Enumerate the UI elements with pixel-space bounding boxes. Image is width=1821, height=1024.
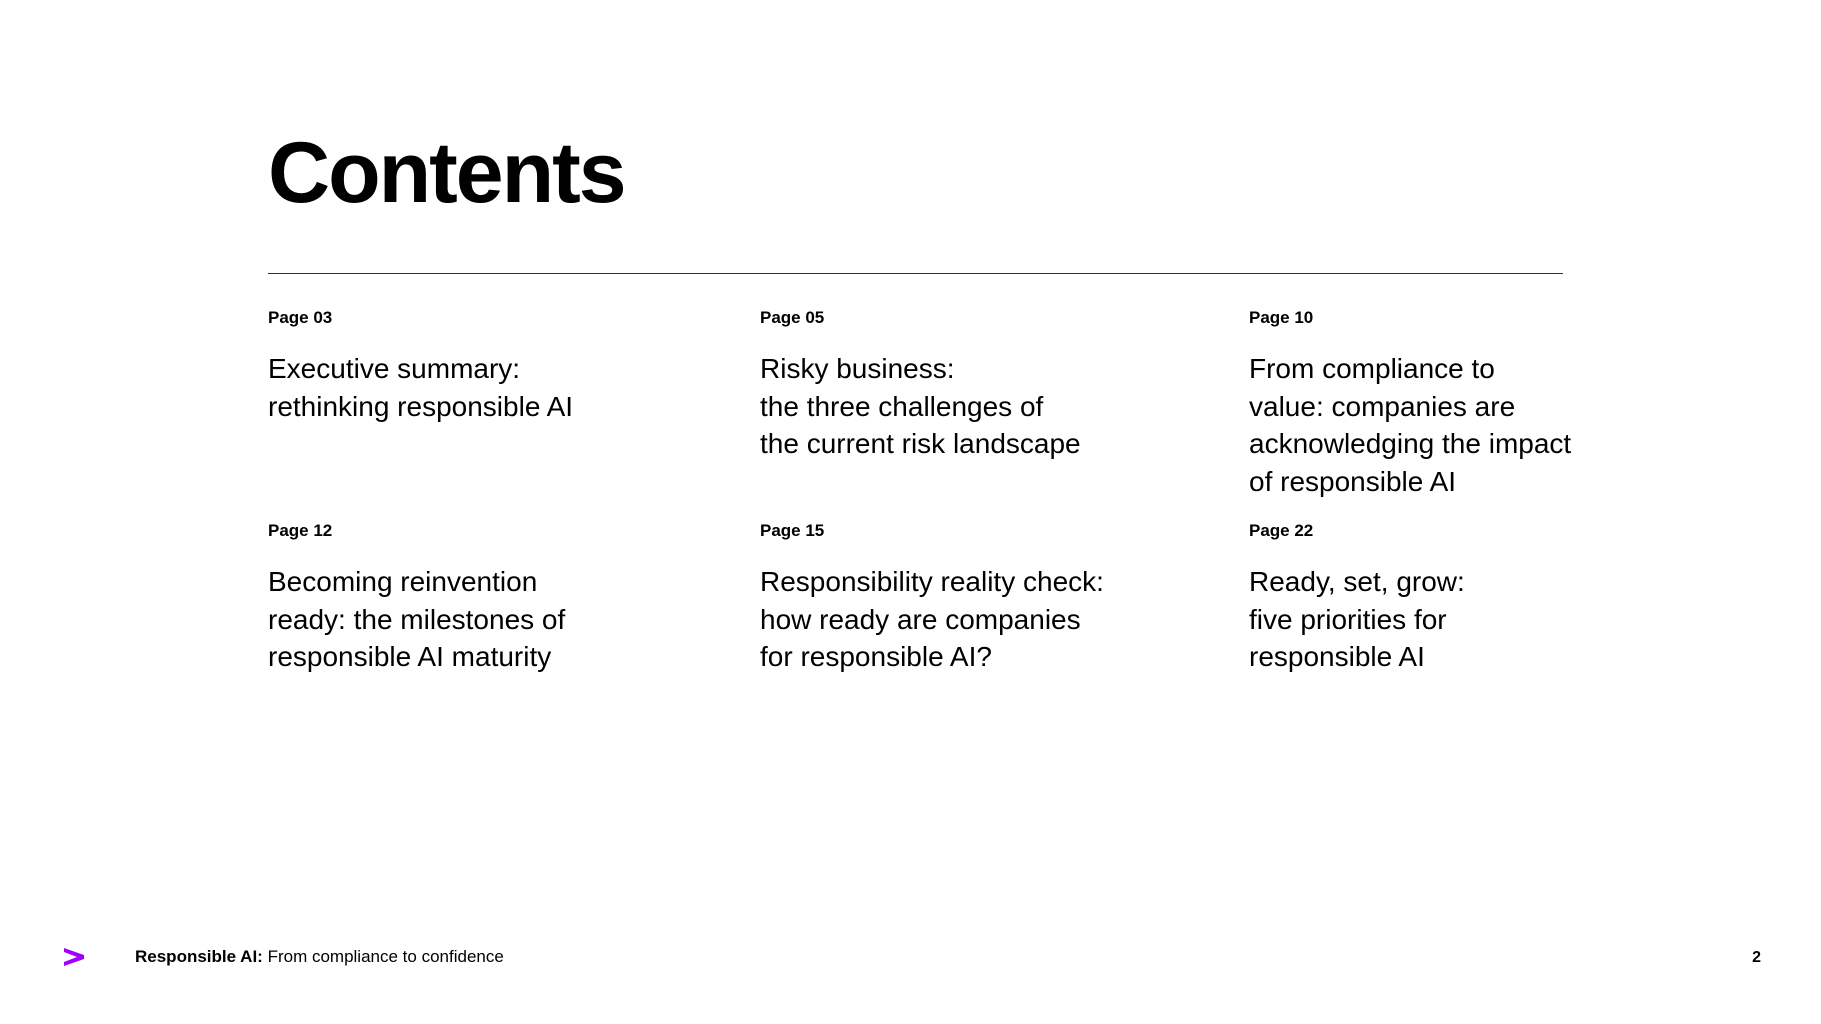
toc-heading-line: acknowledging the impact bbox=[1249, 428, 1572, 459]
toc-heading bbox=[1249, 563, 1649, 676]
toc-heading-line: the three challenges of bbox=[760, 390, 1044, 422]
toc-entry-page-15[interactable] bbox=[760, 521, 1160, 676]
toc-page-number: Page 03 bbox=[268, 308, 333, 327]
toc-page-number: Page 10 bbox=[1249, 308, 1314, 327]
toc-entry-page-10[interactable] bbox=[1249, 308, 1649, 500]
toc-entry-page-03[interactable] bbox=[268, 308, 668, 425]
greater-than-chevron-icon bbox=[62, 945, 86, 969]
footer-title-rest: From compliance to confidence bbox=[267, 947, 504, 966]
toc-heading-line: value: companies are bbox=[1249, 390, 1516, 422]
toc-heading-line: how ready are companies bbox=[760, 603, 1081, 635]
toc-heading bbox=[268, 563, 668, 676]
toc-heading-line: of responsible AI bbox=[1249, 465, 1457, 497]
toc-page-number: Page 22 bbox=[1249, 521, 1314, 540]
toc-heading-line: five priorities for bbox=[1249, 603, 1447, 635]
divider-line bbox=[268, 273, 1563, 274]
footer-report-title bbox=[135, 947, 504, 967]
page-title: Contents bbox=[268, 125, 625, 221]
toc-heading-line: From compliance to bbox=[1249, 353, 1495, 384]
toc-page-number: Page 12 bbox=[268, 521, 333, 540]
toc-heading-line: Becoming reinvention bbox=[268, 566, 538, 597]
toc-heading-line: responsible AI bbox=[1249, 641, 1425, 672]
toc-heading-line: Executive summary: bbox=[268, 353, 521, 384]
toc-entry-page-05[interactable] bbox=[760, 308, 1160, 463]
toc-heading bbox=[1249, 350, 1649, 500]
toc-heading bbox=[268, 350, 668, 425]
toc-heading-line: Risky business: bbox=[760, 353, 955, 384]
toc-heading-line: ready: the milestones of bbox=[268, 603, 566, 635]
toc-heading-line: Ready, set, grow: bbox=[1249, 566, 1465, 597]
toc-heading-line: Responsibility reality check: bbox=[760, 566, 1104, 597]
toc-page-number: Page 15 bbox=[760, 521, 825, 540]
footer-title-bold: Responsible AI: bbox=[135, 947, 263, 966]
toc-heading-line: the current risk landscape bbox=[760, 428, 1081, 459]
toc-heading bbox=[760, 563, 1160, 676]
toc-heading-line: responsible AI maturity bbox=[268, 641, 552, 672]
page-number: 2 bbox=[1752, 949, 1761, 966]
toc-entry-page-12[interactable] bbox=[268, 521, 668, 676]
toc-heading-line: for responsible AI? bbox=[760, 641, 992, 672]
toc-entry-page-22[interactable] bbox=[1249, 521, 1649, 676]
toc-heading-line: rethinking responsible AI bbox=[268, 390, 574, 422]
toc-page-number: Page 05 bbox=[760, 308, 825, 327]
toc-heading bbox=[760, 350, 1160, 463]
